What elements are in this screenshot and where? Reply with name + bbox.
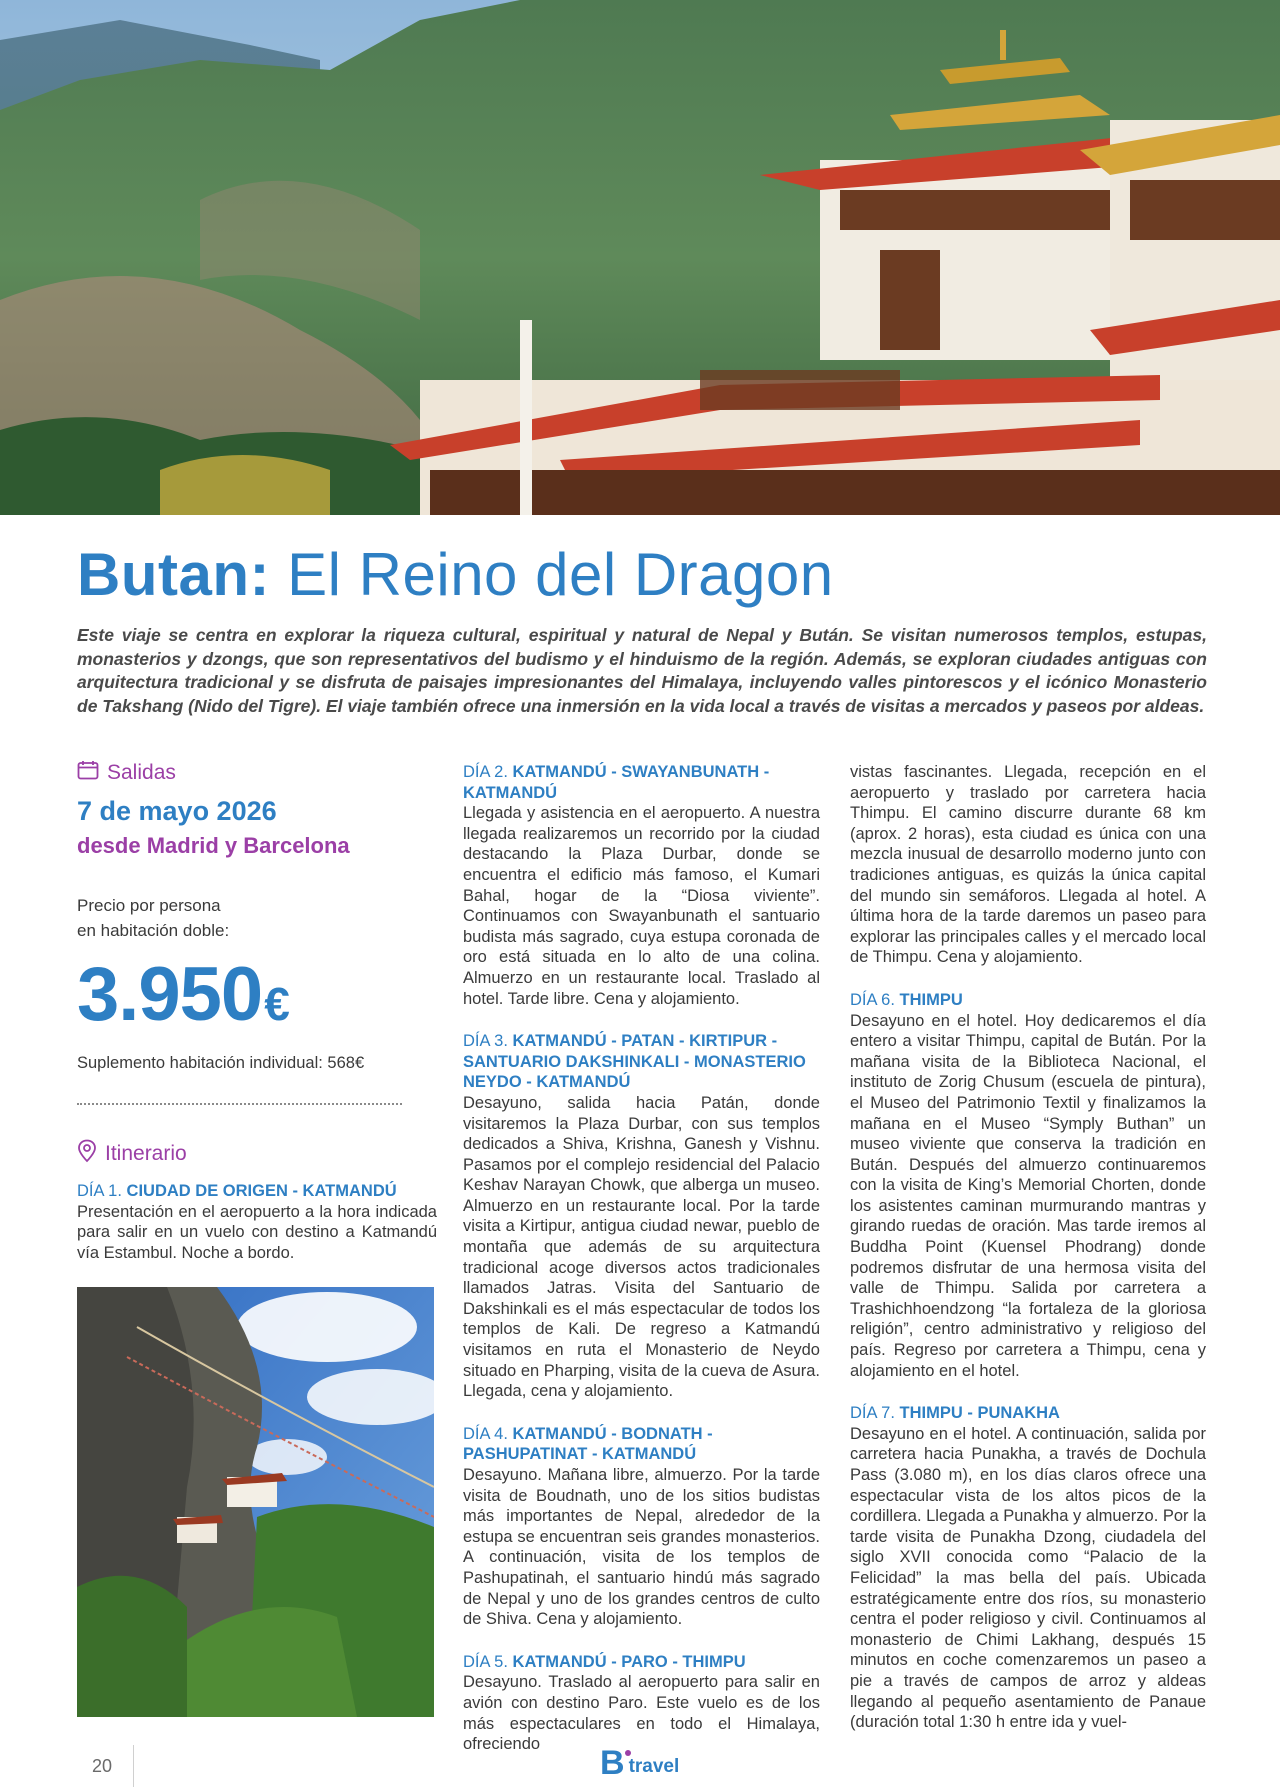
itinerary-label: Itinerario: [105, 1142, 187, 1165]
location-pin-icon: [77, 1139, 97, 1169]
day-block: [463, 1031, 820, 1402]
departures-label-row: [77, 760, 437, 786]
logo-word: travel: [628, 1756, 680, 1777]
page-number: 20: [92, 1756, 113, 1776]
day-prefix: DÍA 2.: [463, 763, 508, 781]
departure-origin: desde Madrid y Barcelona: [77, 833, 350, 858]
footer-divider: [133, 1745, 134, 1787]
title-bold: Butan:: [77, 541, 270, 608]
price-label: [77, 893, 437, 943]
day-prefix: DÍA 7.: [850, 1404, 895, 1423]
day-route: KATMANDÚ - PATAN - KIRTIPUR - SANTUARIO DAKSHINKALI - MONASTERIO NEYDO - KATMANDÚ: [463, 1032, 806, 1092]
intro-paragraph: Este viaje se centra en explorar la riqueza cultural, espiritual y natural de Nepal y Bután. Se visitan numerosos templos, estupas, monasterios y dzongs, que son representativos del budismo y el hinduismo de la región. Además, se exploran ciudades antiguas con arquitectura tradicional y se disfruta de paisajes impresionantes del Himalaya, incluyendo valles pintorescos y el icónico Monasterio de Takshang (Nido del Tigre). El viaje también ofrece una inmersión en la vida local a través de visitas a mercados y paseos por aldeas.: [77, 625, 1207, 716]
logo-letter: B: [600, 1748, 625, 1778]
dotted-divider: [77, 1103, 402, 1105]
day-route: CIUDAD DE ORIGEN - KATMANDÚ: [126, 1182, 397, 1200]
day-block: [850, 1403, 1206, 1733]
day-prefix: DÍA 5.: [463, 1652, 508, 1671]
day-title: [463, 1652, 820, 1673]
day-description: vistas fascinantes. Llegada, recepción en el aeropuerto y traslado por carretera hacia Thimpu. El camino discurre durante 68 km (aprox. 2 horas), esta ciudad es única con una mezcla inusual de desarrollo moderno junto con tradiciones antiguas, es quizás la única capital del mundo sin semáforos. Llegada al hotel. A última hora de la tarde daremos un paseo para explorar las principales calles y el mercado local de Thimpu. Cena y alojamiento.: [850, 763, 1206, 967]
day-description: Llegada y asistencia en el aeropuerto. A nuestra llegada realizaremos un recorrido por la ciudad destacando la Plaza Durbar, donde se encuentra el edificio más famoso, el Kumari Bahal, hogar de la “Diosa viviente”. Continuamos con Swayanbunath el santuario budista más sagrado, cuya estupa coronada de oro está situada en lo alto de una colina. Almuerzo en un restaurante local. Traslado al hotel. Tarde libre. Cena y alojamiento.: [463, 804, 820, 1008]
day-route: KATMANDÚ - BODNATH - PASHUPATINAT - KATMANDÚ: [463, 1424, 713, 1464]
day-prefix: DÍA 1.: [77, 1182, 122, 1200]
brand-logo: [600, 1744, 680, 1782]
day-prefix: DÍA 6.: [850, 990, 895, 1009]
day-route: KATMANDÚ - PARO - THIMPU: [512, 1652, 746, 1671]
hero-photo: [0, 0, 1280, 515]
day-title: [850, 990, 1206, 1011]
page-title: [77, 540, 834, 609]
day-description: Desayuno en el hotel. Hoy dedicaremos el día entero a visitar Thimpu, capital de Bután. Por la mañana visita de la Biblioteca Nacional, el instituto de Zorig Chusum (escuela de pintura), el Museo del Patrimonio Textil y finalizamos la mañana en el Museo “Symply Buthan” un museo viviente que conserva la tradición en Bután. Después del almuerzo continuaremos con la visita de King’s Memorial Chorten, donde los asistentes caminan murmurando mantras y girando ruedas de oración. Mas tarde iremos al Buddha Point (Kuensel Phodrang) donde podremos disfrutar de una hermosa visita del valle de Thimpu. Salida por carretera a Trashichhoendzong “la fortaleza de la gloriosa religión”, centro administrativo y religioso del país. Regreso por carretera a Thimpu, cena y alojamiento en el hotel.: [850, 1011, 1206, 1380]
tigers-nest-photo: [77, 1287, 434, 1717]
day-description: Desayuno en el hotel. A continuación, salida por carretera hacia Punakha, a través de Dochula Pass (3.080 m), en los días claros ofrece una espectacular vista de los altos picos de la cordillera. Llegada a Punakha y almuerzo. Por la tarde visita de Punakha Dzong, ciudadela del siglo XVII conocida como “Palacio de la Felicidad” la mas bella del país. Ubicada estratégicamente entre dos ríos, su monasterio centra el poder religioso y civil. Continuamos al monasterio de Chimi Lakhang, después 15 minutos en coche comenzaremos un paseo a pie a través de campos de arroz y aldeas llegando al pequeño asentamiento de Panaue (duración total 1:30 h entre ida y vuel-: [850, 1424, 1206, 1732]
day-description: Presentación en el aeropuerto a la hora indicada para salir en un vuelo con destino a Katmandú vía Estambul. Noche a bordo.: [77, 1202, 437, 1262]
price-amount: 3.950: [77, 952, 263, 1037]
logo-dot-icon: [625, 1750, 631, 1756]
day-route: THIMPU: [899, 990, 963, 1009]
day-prefix: DÍA 4.: [463, 1424, 508, 1443]
single-supplement: Suplemento habitación individual: 568€: [77, 1054, 365, 1072]
day-description: Desayuno, salida hacia Patán, donde visitaremos la Plaza Durbar, con sus templos dedicados a Shiva, Krishna, Ganesh y Vishnu. Pasamos por el complejo residencial del Palacio Keshav Narayan Chowk, que alberga un museo. Almuerzo en un restaurante local. Por la tarde visita a Kirtipur, antigua ciudad newar, pueblo de montaña que además de su arquitectura tradicional acoge diversos actos tradicionales llamados Jatras. Visita del Santuario de Dakshinkali es el más espectacular de todos los templos de Kali. De regreso a Katmandú visitamos en ruta el Monasterio de Neydo situado en Pharping, visita de la cueva de Asura. Llegada, cena y alojamiento.: [463, 1093, 820, 1401]
price-label-line1: Precio por persona: [77, 896, 221, 915]
itinerary-column-2: [463, 762, 820, 1777]
departures-label: Salidas: [107, 761, 176, 784]
day-route: THIMPU - PUNAKHA: [899, 1404, 1060, 1423]
price-currency: €: [264, 978, 290, 1030]
price-value: [77, 951, 437, 1038]
day-block: [463, 762, 820, 1009]
departure-date: 7 de mayo 2026: [77, 796, 277, 826]
day-block: [463, 1424, 820, 1630]
day-description: Desayuno. Mañana libre, almuerzo. Por la tarde visita de Boudnath, uno de los sitios budistas más importantes de Nepal, alrededor de la estupa se encuentran seis grandes monasterios. A continuación, visita de los templos de Pashupatinah, el santuario hindú más sagrado de Nepal y uno de los grandes centros de culto de Shiva. Cena y alojamiento.: [463, 1466, 820, 1629]
itinerary-label-row: [77, 1139, 437, 1169]
day-title: [463, 1424, 820, 1465]
day-title: [850, 1403, 1206, 1424]
day-block: [463, 1652, 820, 1755]
day-block-continued: [850, 762, 1206, 968]
day-block: [850, 990, 1206, 1381]
day-prefix: DÍA 3.: [463, 1032, 508, 1051]
day-description: Desayuno. Traslado al aeropuerto para salir en avión con destino Paro. Este vuelo es de los más espectaculares en todo el Himalaya, ofreciendo: [463, 1673, 820, 1754]
day-route: KATMANDÚ - SWAYANBUNATH - KATMANDÚ: [463, 763, 770, 802]
title-rest: El Reino del Dragon: [269, 541, 834, 608]
day-title: [77, 1181, 437, 1202]
trip-summary-column: [77, 760, 437, 1263]
itinerary-column-3: [850, 762, 1206, 1755]
price-label-line2: en habitación doble:: [77, 921, 230, 940]
day-title: [463, 762, 820, 803]
day-title: [463, 1031, 820, 1093]
calendar-icon: [77, 760, 99, 786]
